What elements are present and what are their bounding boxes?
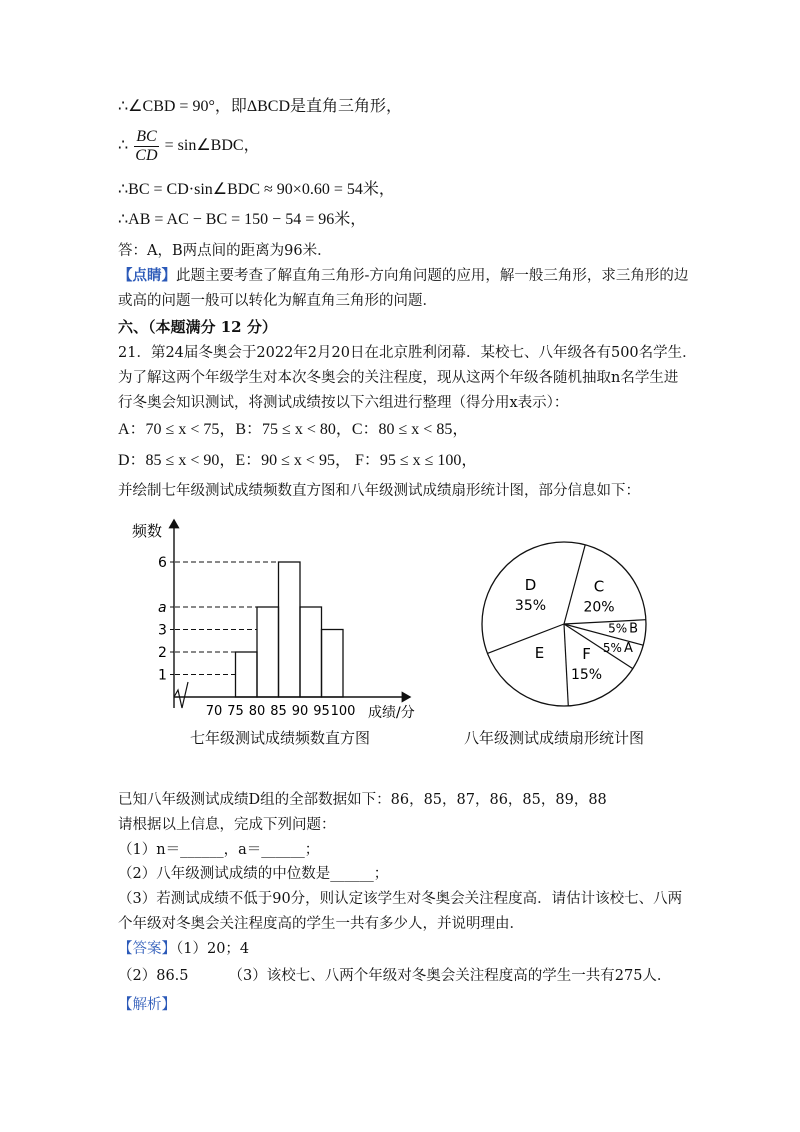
histogram-bar bbox=[300, 607, 322, 697]
histogram-y-label: 频数 bbox=[132, 522, 163, 540]
histogram-bar bbox=[322, 630, 344, 698]
q21-para-5: 已知八年级测试成绩D组的全部数据如下：86，85，87，86，85，89，88 bbox=[118, 792, 607, 808]
therefore-sign: ∴ bbox=[118, 137, 129, 155]
q21-para-3: 行冬奥会知识测试，将测试成绩按以下六组进行整理（得分用x表示）： bbox=[118, 395, 569, 411]
q21-para-4: 并绘制七年级测试成绩频数直方图和八年级测试成绩扇形统计图，部分信息如下： bbox=[118, 483, 640, 499]
q21-para-2: 为了解这两个年级学生对本次冬奥会的关注程度，现从这两个年级各随机抽取n名学生进 bbox=[118, 370, 679, 386]
histogram-bar bbox=[279, 562, 301, 697]
q21-para-1: 21．第24届冬奥会于2022年2月20日在北京胜利闭幕．某校七、八年级各有500名学生． bbox=[118, 345, 697, 361]
fraction-bc-cd bbox=[134, 128, 158, 165]
pie-chart bbox=[478, 540, 678, 720]
answer-2: （2）86.5 bbox=[118, 968, 189, 984]
pie-caption: 八年级测试成绩扇形统计图 bbox=[464, 729, 645, 747]
pie-slice-percent: 5% bbox=[608, 621, 628, 636]
solution-line-4: ∴AB = AC − BC = 150 − 54 = 96米， bbox=[118, 211, 367, 228]
question-3a: （3）若测试成绩不低于90分，则认定该学生对冬奥会关注程度高．请估计该校七、八两 bbox=[118, 891, 683, 907]
solution-line-3: ∴BC = CD·sin∠BDC ≈ 90×0.60 = 54米， bbox=[118, 181, 395, 198]
pie-slice-label: F bbox=[582, 645, 591, 664]
pie-slice-label: A bbox=[623, 641, 633, 657]
histogram-chart bbox=[120, 512, 440, 727]
solution-line-2 bbox=[118, 128, 260, 165]
q21-para-6: 请根据以上信息，完成下列问题： bbox=[118, 817, 336, 833]
histogram-x-label: 成绩/分 bbox=[368, 705, 415, 721]
sin-expression: = sin∠BDC， bbox=[164, 137, 260, 155]
pie-slice-label: E bbox=[534, 643, 545, 662]
answer-1-line bbox=[118, 939, 249, 959]
answer-line: 答：A，B两点间的距离为96米． bbox=[118, 243, 332, 259]
pie-slice-percent: 15% bbox=[570, 667, 603, 684]
analysis-tag: 【解析】 bbox=[118, 997, 176, 1013]
histogram-x-tick: 70 bbox=[205, 704, 223, 719]
histogram-y-tick: a bbox=[158, 600, 167, 616]
histogram-x-tick: 95 bbox=[313, 704, 330, 719]
q21-groups-2: D：85 ≤ x < 90，E：90 ≤ x < 95， F：95 ≤ x ≤ 100， bbox=[118, 452, 478, 469]
histogram-x-tick: 85 bbox=[270, 704, 287, 719]
pie-slice-percent: 20% bbox=[583, 599, 615, 616]
pie-slice-label: B bbox=[629, 621, 639, 637]
comment-text: 此题主要考查了解直角三角形-方向角问题的应用，解一般三角形，求三角形的边 bbox=[176, 268, 689, 284]
answer-3: （3）该校七、八两个年级对冬奥会关注程度高的学生一共有275人． bbox=[228, 968, 672, 984]
section-title: 六、（本题满分 12 分） bbox=[118, 318, 277, 336]
pie-slice-label: D bbox=[524, 575, 537, 594]
comment-line-2: 或高的问题一般可以转化为解直角三角形的问题． bbox=[118, 293, 437, 309]
pie-slice-percent: 35% bbox=[514, 597, 547, 614]
q21-groups-1: A：70 ≤ x < 75，B：75 ≤ x < 80，C：80 ≤ x < 85， bbox=[118, 421, 469, 438]
histogram-y-tick: 3 bbox=[158, 622, 167, 639]
pie-slice-percent: 5% bbox=[602, 641, 622, 656]
histogram-y-tick: 2 bbox=[158, 645, 167, 661]
question-2: （2）八年级测试成绩的中位数是______； bbox=[118, 866, 389, 882]
histogram-x-tick: 100 bbox=[330, 704, 356, 719]
question-1: （1）n＝______，a＝______； bbox=[118, 842, 320, 858]
histogram-x-tick: 75 bbox=[227, 704, 244, 719]
histogram-x-tick: 80 bbox=[248, 704, 266, 719]
answer-1: （1）20；4 bbox=[176, 941, 250, 957]
histogram-y-tick: 6 bbox=[158, 555, 167, 571]
question-3b: 个年级对冬奥会关注程度高的学生一共有多少人，并说明理由． bbox=[118, 916, 524, 932]
axis-break bbox=[174, 682, 188, 708]
pie-slice-boundary bbox=[564, 545, 585, 624]
histogram-caption: 七年级测试成绩频数直方图 bbox=[190, 729, 371, 747]
histogram-bar bbox=[236, 652, 258, 697]
answer-tag: 【答案】 bbox=[118, 941, 176, 957]
answer-2-3-line bbox=[118, 966, 671, 986]
histogram-bar bbox=[257, 607, 279, 697]
fraction-denominator: CD bbox=[135, 147, 158, 164]
pie-slice-label: C bbox=[593, 577, 605, 596]
pie-slice-boundary bbox=[564, 624, 568, 706]
fraction-numerator: BC bbox=[136, 128, 157, 145]
comment-line-1 bbox=[118, 266, 688, 286]
pie-slice-boundary bbox=[487, 624, 564, 653]
comment-tag: 【点睛】 bbox=[118, 267, 176, 284]
solution-line-1: ∴∠CBD = 90°，即ΔBCD是直角三角形， bbox=[118, 98, 403, 115]
histogram-y-tick: 1 bbox=[158, 667, 167, 684]
histogram-x-tick: 90 bbox=[291, 704, 309, 719]
